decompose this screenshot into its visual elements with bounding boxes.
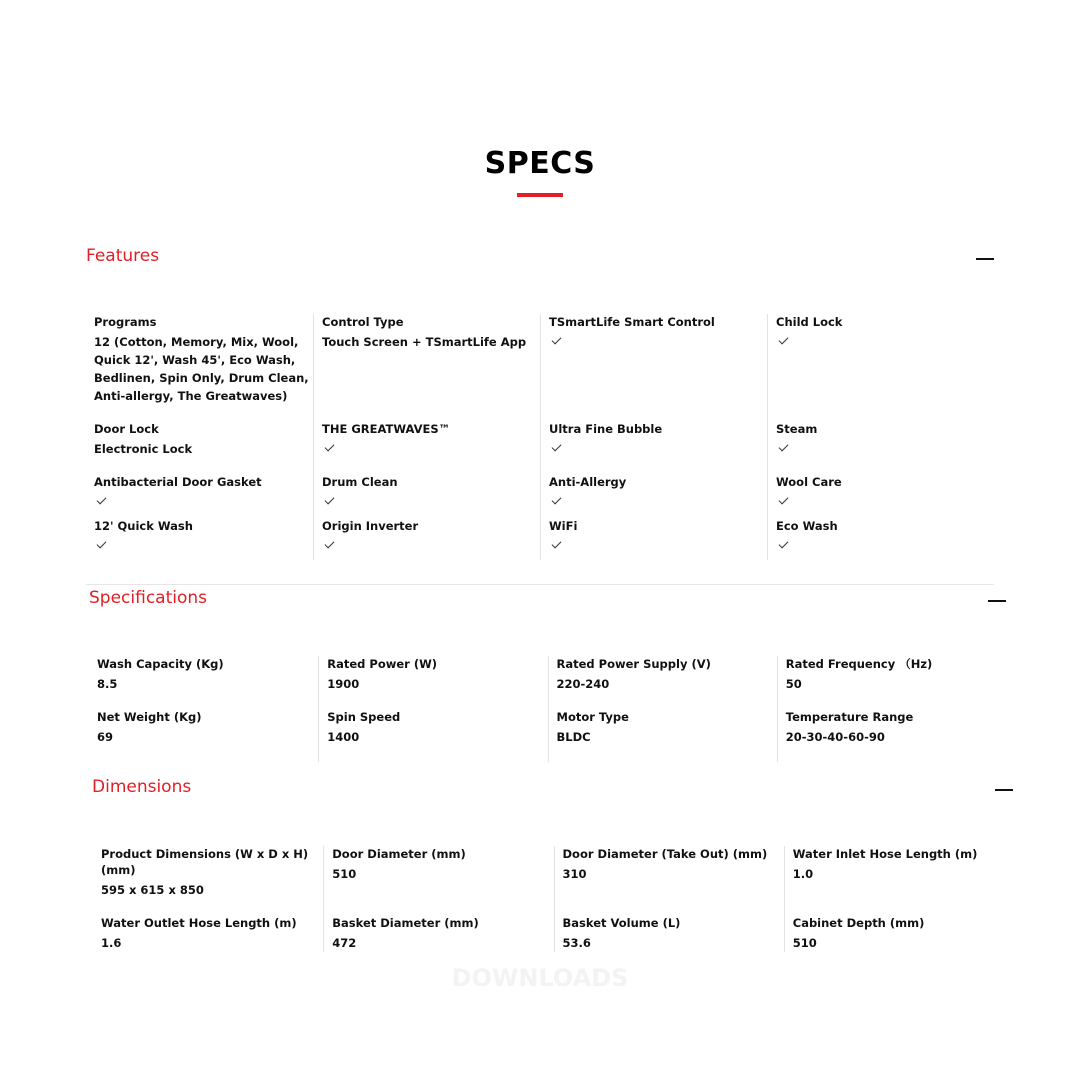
dimensions-item	[793, 846, 1014, 899]
dimensions-header[interactable]	[92, 777, 1013, 807]
dimensions-column	[784, 846, 1014, 952]
specifications-item	[327, 656, 547, 693]
spec-value: 20-30-40-60-90	[785, 730, 885, 744]
dimensions-column	[323, 846, 553, 952]
spec-value: 1900	[327, 677, 360, 691]
spec-label: Rated Frequency （Hz)	[785, 657, 933, 671]
features-item	[549, 421, 767, 458]
specifications-item	[97, 656, 318, 693]
spec-label: Cabinet Depth (mm)	[792, 916, 925, 930]
checkmark-icon	[97, 539, 107, 549]
downloads-heading: DOWNLOADS	[451, 964, 629, 992]
features-item	[776, 314, 994, 405]
dimensions-item	[793, 915, 1014, 952]
spec-value: 53.6	[562, 936, 591, 950]
spec-value: 1.6	[101, 936, 122, 950]
features-item	[322, 518, 540, 546]
dimensions-collapse-icon[interactable]	[995, 789, 1013, 791]
spec-label: Wool Care	[776, 475, 842, 489]
page-title: SPECS	[484, 146, 596, 181]
spec-value: 1.0	[792, 867, 814, 881]
specifications-grid	[89, 656, 1006, 762]
dimensions-section	[92, 777, 1013, 807]
spec-value: 510	[792, 936, 817, 950]
spec-value: BLDC	[556, 730, 591, 744]
spec-label: Rated Power (W)	[327, 657, 438, 671]
spec-label: Basket Volume (L)	[562, 916, 681, 930]
specifications-item	[786, 656, 1006, 693]
specifications-column	[777, 656, 1006, 762]
spec-label: Steam	[776, 422, 818, 436]
specifications-column	[318, 656, 547, 762]
spec-label: Temperature Range	[785, 710, 914, 724]
specifications-section	[89, 588, 1006, 618]
spec-label: Drum Clean	[322, 475, 398, 489]
spec-label: Rated Power Supply (V)	[556, 657, 711, 671]
spec-value: 12 (Cotton, Memory, Mix, Wool, Quick 12', Wash 45', Eco Wash, Bedlinen, Spin Only, Drum Clean, Anti-allergy, The Greatwaves)	[94, 335, 309, 403]
features-title[interactable]: Features	[86, 246, 160, 266]
spec-label: Water Outlet Hose Length (m)	[101, 916, 297, 930]
features-item	[322, 474, 540, 502]
features-item	[549, 474, 767, 502]
features-item	[549, 518, 767, 546]
features-item	[94, 314, 313, 405]
features-column	[313, 314, 540, 560]
checkmark-icon	[325, 442, 335, 452]
spec-value: 1400	[327, 730, 360, 744]
features-item	[322, 421, 540, 458]
spec-value: 50	[785, 677, 802, 691]
features-collapse-icon[interactable]	[976, 258, 994, 260]
dimensions-column	[93, 846, 323, 952]
features-column	[540, 314, 767, 560]
spec-label: Child Lock	[776, 315, 843, 329]
spec-value: 310	[562, 867, 587, 881]
features-item	[94, 421, 313, 458]
specifications-item	[557, 709, 777, 746]
spec-label: 12' Quick Wash	[94, 519, 193, 533]
spec-value: 220-240	[556, 677, 610, 691]
specifications-column	[89, 656, 318, 762]
checkmark-icon	[325, 495, 335, 505]
checkmark-icon	[779, 335, 789, 345]
features-header[interactable]	[86, 246, 994, 276]
title-underline	[517, 193, 563, 197]
spec-label: Wash Capacity (Kg)	[97, 657, 224, 671]
spec-label: Programs	[94, 315, 157, 329]
specifications-item	[327, 709, 547, 746]
spec-value: 472	[332, 936, 357, 950]
features-item	[776, 518, 994, 546]
dimensions-title[interactable]: Dimensions	[92, 777, 192, 797]
spec-label: Origin Inverter	[322, 519, 419, 533]
spec-label: Product Dimensions (W x D x H) (mm)	[101, 847, 309, 877]
spec-label: Spin Speed	[327, 710, 401, 724]
spec-label: Ultra Fine Bubble	[549, 422, 663, 436]
spec-value: Touch Screen + TSmartLife App	[322, 335, 527, 349]
dimensions-item	[563, 915, 784, 952]
spec-value: 8.5	[97, 677, 118, 691]
features-item	[322, 314, 540, 405]
checkmark-icon	[552, 442, 562, 452]
specifications-header[interactable]	[89, 588, 1006, 618]
spec-value: 595 x 615 x 850	[101, 883, 204, 897]
spec-label: Anti-Allergy	[549, 475, 627, 489]
checkmark-icon	[552, 539, 562, 549]
features-item	[94, 518, 313, 546]
features-grid	[86, 314, 994, 560]
specifications-title[interactable]: Specifications	[89, 588, 208, 608]
spec-label: Antibacterial Door Gasket	[94, 475, 262, 489]
spec-label: Water Inlet Hose Length (m)	[792, 847, 978, 861]
spec-label: Net Weight (Kg)	[97, 710, 202, 724]
checkmark-icon	[325, 539, 335, 549]
dimensions-item	[101, 915, 323, 952]
spec-value: 510	[332, 867, 357, 881]
spec-label: Door Diameter (Take Out) (mm)	[562, 847, 768, 861]
features-item	[776, 474, 994, 502]
dimensions-item	[332, 915, 553, 952]
spec-label: Basket Diameter (mm)	[332, 916, 479, 930]
spec-label: Control Type	[322, 315, 404, 329]
spec-label: Door Lock	[94, 422, 159, 436]
specifications-column	[548, 656, 777, 762]
spec-label: Door Diameter (mm)	[332, 847, 466, 861]
dimensions-item	[563, 846, 784, 899]
spec-label: TSmartLife Smart Control	[549, 315, 715, 329]
spec-label: Eco Wash	[776, 519, 838, 533]
checkmark-icon	[552, 335, 562, 345]
spec-label: WiFi	[549, 519, 578, 533]
checkmark-icon	[779, 539, 789, 549]
features-section	[86, 246, 994, 276]
checkmark-icon	[552, 495, 562, 505]
spec-label: THE GREATWAVES™	[322, 422, 451, 436]
section-divider	[86, 584, 994, 585]
features-column	[767, 314, 994, 560]
specifications-item	[786, 709, 1006, 746]
spec-value: 69	[97, 730, 114, 744]
features-item	[94, 474, 313, 502]
spec-value: Electronic Lock	[94, 442, 193, 456]
spec-label: Motor Type	[556, 710, 629, 724]
features-item	[549, 314, 767, 405]
checkmark-icon	[97, 495, 107, 505]
features-column	[86, 314, 313, 560]
dimensions-item	[332, 846, 553, 899]
dimensions-grid	[93, 846, 1014, 952]
specifications-item	[97, 709, 318, 746]
dimensions-item	[101, 846, 323, 899]
dimensions-column	[554, 846, 784, 952]
specifications-item	[557, 656, 777, 693]
checkmark-icon	[779, 442, 789, 452]
features-item	[776, 421, 994, 458]
checkmark-icon	[779, 495, 789, 505]
specifications-collapse-icon[interactable]	[988, 600, 1006, 602]
